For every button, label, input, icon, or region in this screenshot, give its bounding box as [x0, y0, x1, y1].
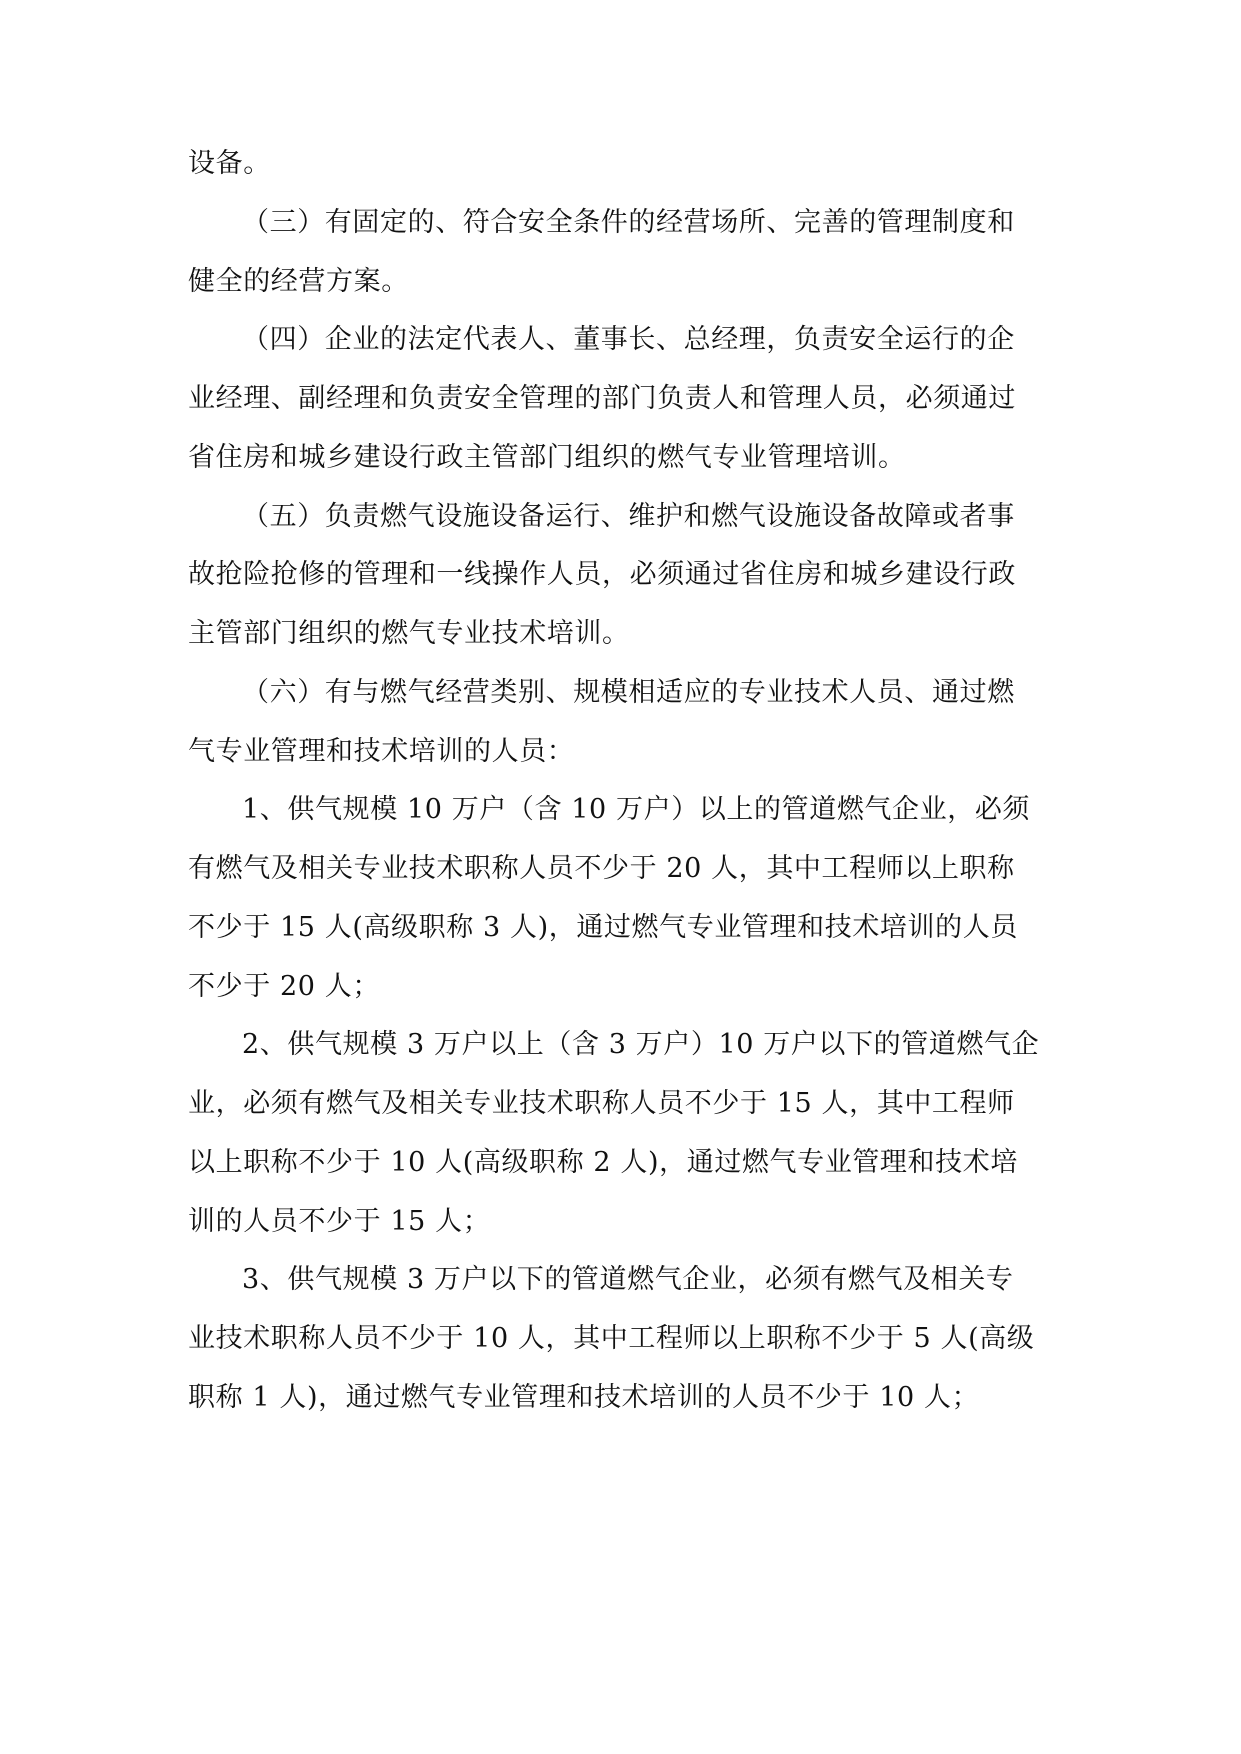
text-line: 职称 1 人)，通过燃气专业管理和技术培训的人员不少于 10 人；: [188, 1382, 980, 1413]
text-line: 业技术职称人员不少于 10 人，其中工程师以上职称不少于 5 人(高级: [188, 1323, 1035, 1354]
text-line: 省住房和城乡建设行政主管部门组织的燃气专业管理培训。: [188, 442, 906, 473]
paragraph-line: （六）有与燃气经营类别、规模相适应的专业技术人员、通过燃: [242, 677, 1015, 708]
text-line: 有燃气及相关专业技术职称人员不少于 20 人，其中工程师以上职称: [188, 853, 1015, 884]
text-line: 主管部门组织的燃气专业技术培训。: [188, 618, 630, 649]
paragraph-line: （四）企业的法定代表人、董事长、总经理，负责安全运行的企: [242, 324, 1015, 355]
text-line: 不少于 15 人(高级职称 3 人)，通过燃气专业管理和技术培训的人员: [188, 912, 1018, 943]
text-line: 设备。: [188, 148, 271, 179]
paragraph-line: （三）有固定的、符合安全条件的经营场所、完善的管理制度和: [242, 207, 1015, 238]
text-line: 以上职称不少于 10 人(高级职称 2 人)，通过燃气专业管理和技术培: [188, 1147, 1018, 1178]
paragraph-line: （五）负责燃气设施设备运行、维护和燃气设施设备故障或者事: [242, 501, 1015, 532]
text-line: 健全的经营方案。: [188, 266, 409, 297]
text-line: 训的人员不少于 15 人；: [188, 1206, 491, 1237]
text-line: 业，必须有燃气及相关专业技术职称人员不少于 15 人，其中工程师: [188, 1088, 1015, 1119]
text-line: 气专业管理和技术培训的人员：: [188, 736, 575, 767]
paragraph-line: 3、供气规模 3 万户以下的管道燃气企业，必须有燃气及相关专: [242, 1264, 1014, 1295]
text-line: 故抢险抢修的管理和一线操作人员，必须通过省住房和城乡建设行政: [188, 559, 1016, 590]
paragraph-line: 2、供气规模 3 万户以上（含 3 万户）10 万户以下的管道燃气企: [242, 1029, 1040, 1060]
text-line: 不少于 20 人；: [188, 971, 380, 1002]
paragraph-line: 1、供气规模 10 万户（含 10 万户）以上的管道燃气企业，必须: [242, 794, 1031, 825]
text-line: 业经理、副经理和负责安全管理的部门负责人和管理人员，必须通过: [188, 383, 1016, 414]
